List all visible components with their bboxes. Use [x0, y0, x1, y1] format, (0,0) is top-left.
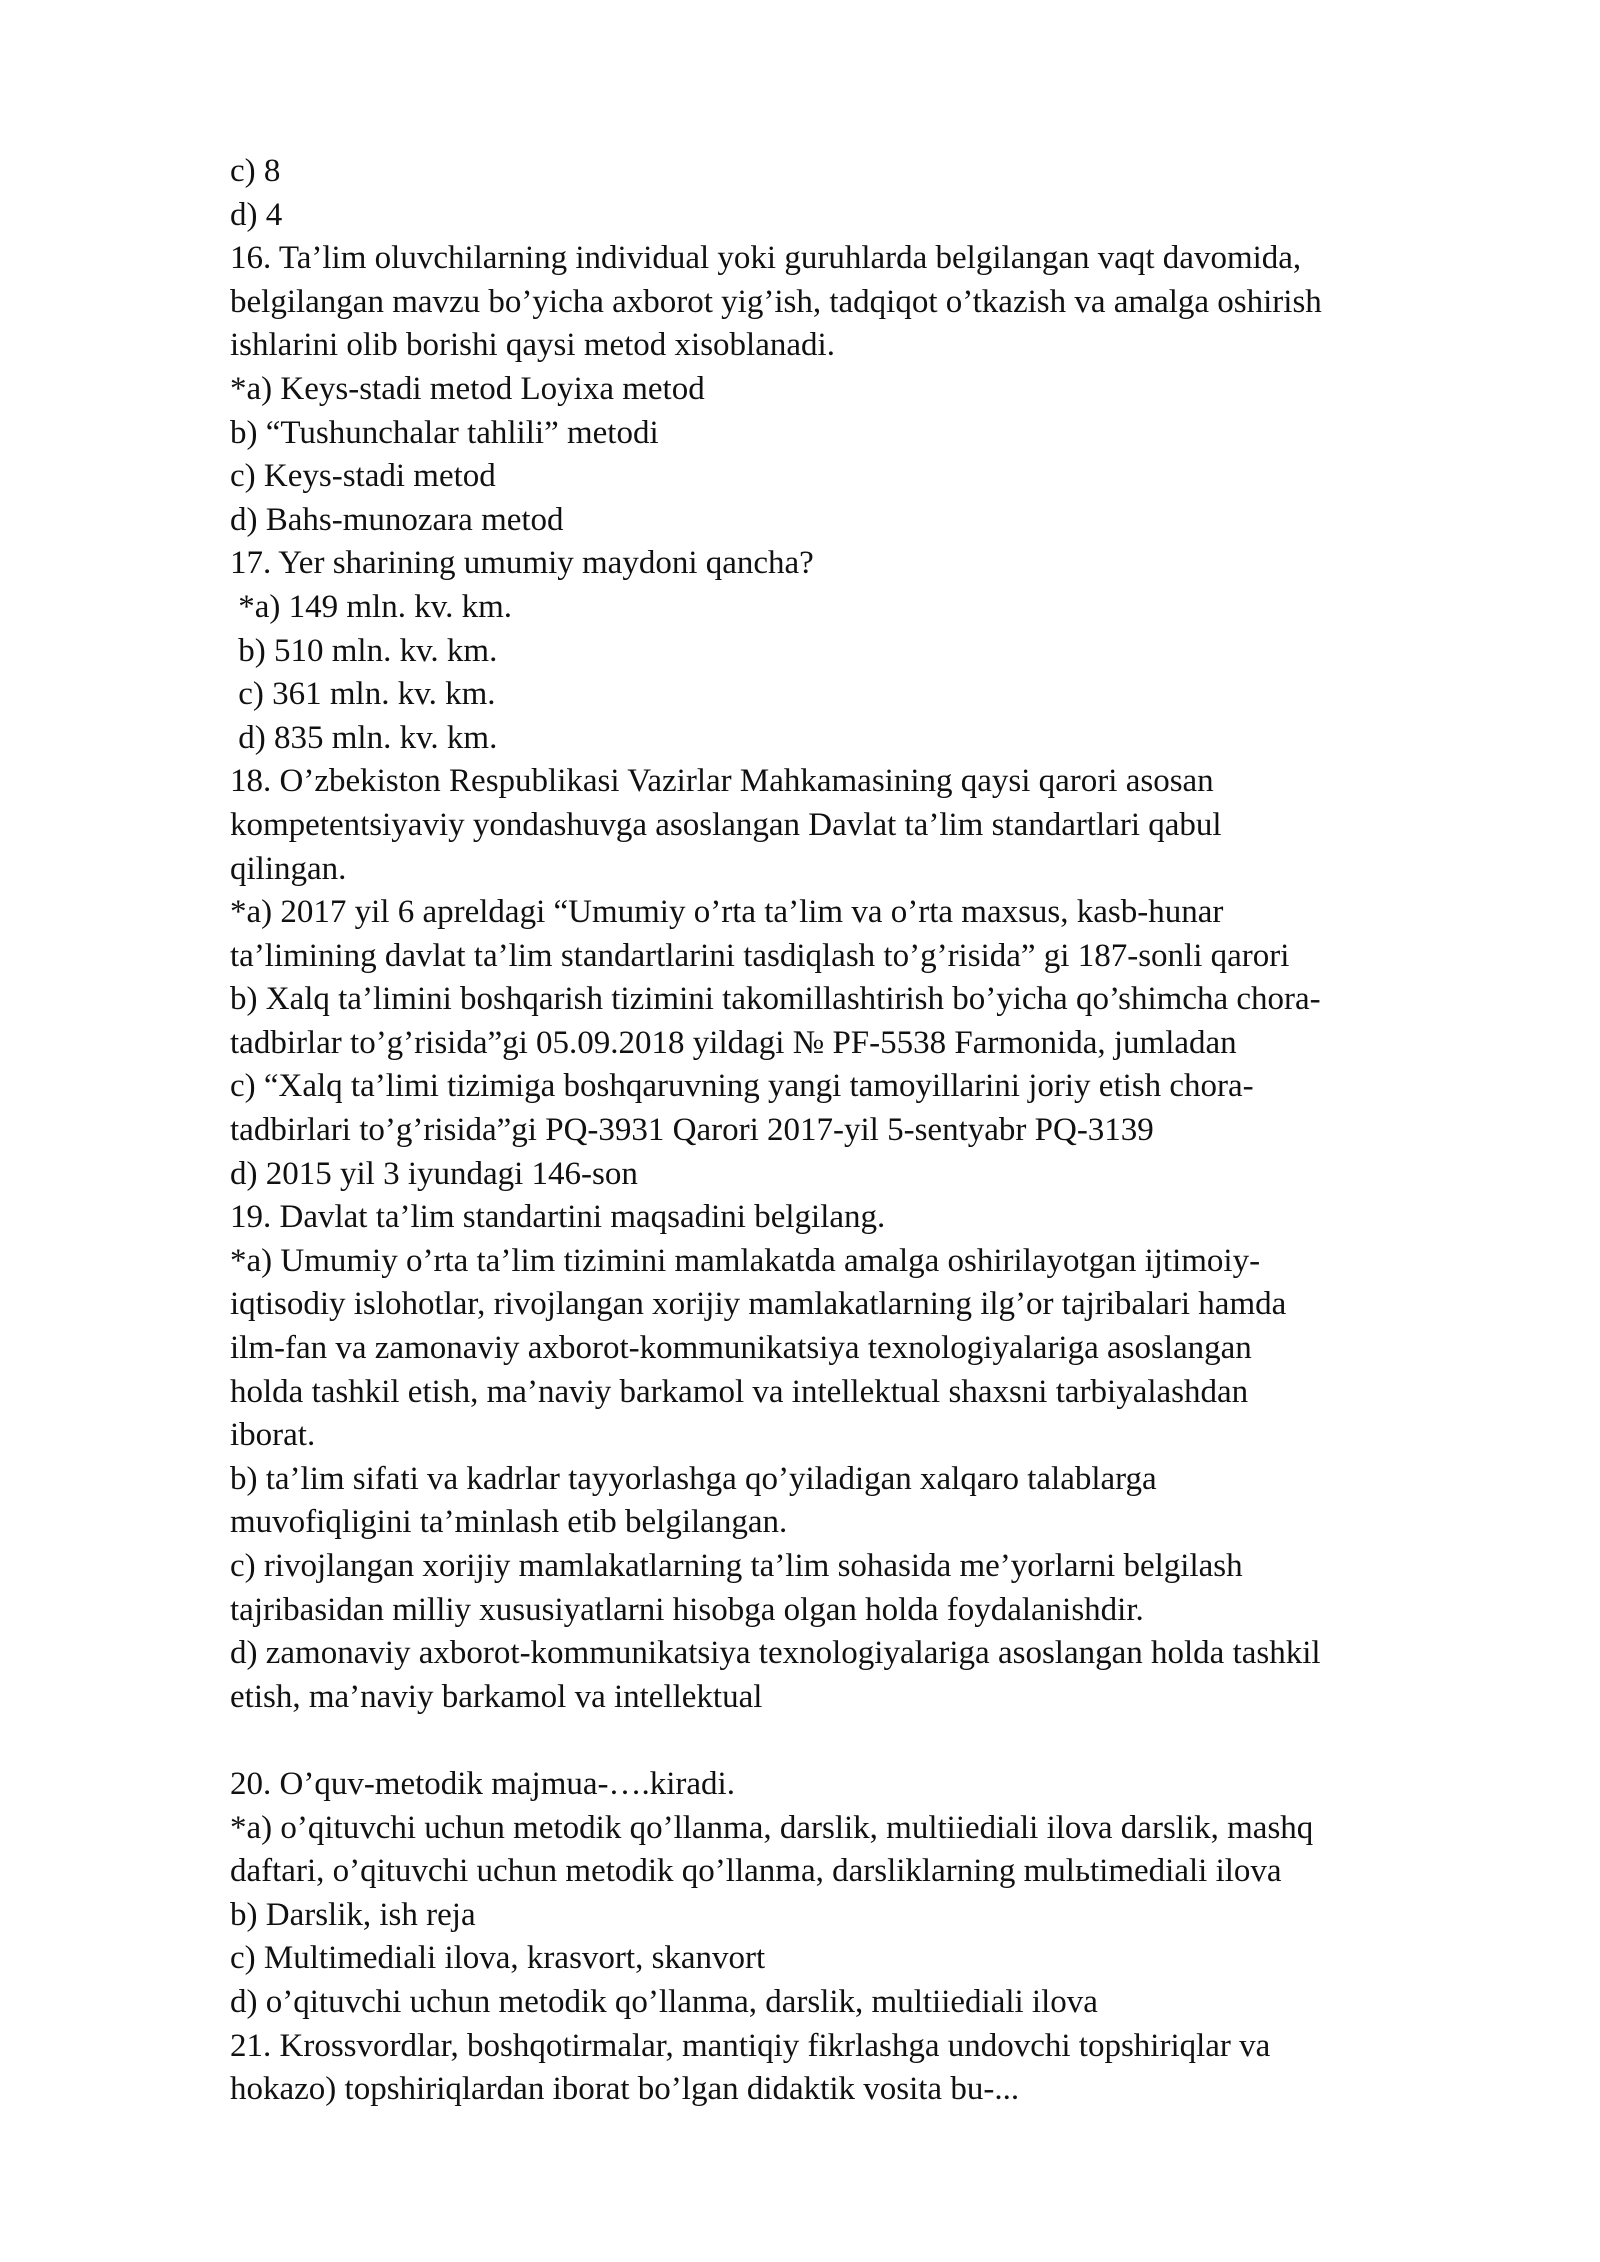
- text-line: *a) 2017 yil 6 apreldagi “Umumiy o’rta ta’lim va o’rta maxsus, kasb-hunar: [230, 894, 1224, 931]
- blank-line: [230, 1719, 1530, 1763]
- document-page: [230, 150, 1530, 2112]
- text-line: d) Bahs-munozara metod: [230, 501, 564, 538]
- text-line: c) 8: [230, 153, 281, 189]
- text-line: c) Multimediali ilova, krasvort, skanvort: [230, 1940, 766, 1977]
- text-line: *a) Keys-stadi metod Loyixa metod: [230, 370, 705, 407]
- text-line: d) 2015 yil 3 iyundagi 146-son: [230, 1155, 638, 1192]
- text-line: *a) 149 mln. kv. km.: [230, 588, 512, 625]
- text-line: b) Darslik, ish reja: [230, 1896, 476, 1933]
- text-line: belgilangan mavzu bo’yicha axborot yig’ish, tadqiqot o’tkazish va amalga oshirish: [230, 283, 1322, 320]
- text-line: kompetentsiyaviy yondashuvga asoslangan Davlat ta’lim standartlari qabul: [230, 806, 1222, 843]
- text-line: etish, ma’naviy barkamol va intellektual: [230, 1678, 763, 1715]
- text-line: iqtisodiy islohotlar, rivojlangan xorijiy mamlakatlarning ilg’or tajribalari hamda: [230, 1286, 1287, 1323]
- text-line: d) 4: [230, 196, 283, 233]
- text-line: ilm-fan va zamonaviy axborot-kommunikatsiya texnologiyalariga asoslangan: [230, 1330, 1252, 1367]
- text-line: ishlarini olib borishi qaysi metod xisoblanadi.: [230, 327, 835, 364]
- text-line: muvofiqligini ta’minlash etib belgilangan.: [230, 1504, 788, 1541]
- text-line: 19. Davlat ta’lim standartini maqsadini belgilang.: [230, 1199, 886, 1236]
- text-line: c) rivojlangan xorijiy mamlakatlarning ta’lim sohasida me’yorlarni belgilash: [230, 1548, 1243, 1584]
- text-line: d) zamonaviy axborot-kommunikatsiya texnologiyalariga asoslangan holda tashkil: [230, 1635, 1321, 1672]
- text-line: tadbirlari to’g’risida”gi PQ-3931 Qarori 2017-yil 5-sentyabr PQ-3139: [230, 1112, 1154, 1149]
- text-line: 16. Ta’lim oluvchilarning individual yoki guruhlarda belgilangan vaqt davomida,: [230, 240, 1302, 277]
- text-line: *a) o’qituvchi uchun metodik qo’llanma, darslik, multiiediali ilova darslik, mashq: [230, 1809, 1314, 1846]
- text-line: ta’limining davlat ta’lim standartlarini tasdiqlash to’g’risida” gi 187-sonli qarori: [230, 937, 1290, 974]
- text-line: c) 361 mln. kv. km.: [230, 676, 496, 713]
- text-line: holda tashkil etish, ma’naviy barkamol va intellektual shaxsni tarbiyalashdan: [230, 1373, 1249, 1410]
- text-line: *a) Umumiy o’rta ta’lim tizimini mamlakatda amalga oshirilayotgan ijtimoiy-: [230, 1242, 1261, 1279]
- text-line: b) “Tushunchalar tahlili” metodi: [230, 414, 659, 451]
- text-line: 17. Yer sharining umumiy maydoni qancha?: [230, 545, 814, 582]
- text-line: d) 835 mln. kv. km.: [230, 719, 498, 756]
- text-line: d) o’qituvchi uchun metodik qo’llanma, darslik, multiiediali ilova: [230, 1983, 1098, 2020]
- text-line: tajribasidan milliy xususiyatlarni hisobga olgan holda foydalanishdir.: [230, 1591, 1144, 1628]
- text-line: hokazo) topshiriqlardan iborat bo’lgan didaktik vosita bu-...: [230, 2071, 1020, 2108]
- text-line: qilingan.: [230, 850, 347, 887]
- text-line: tadbirlar to’g’risida”gi 05.09.2018 yildagi № PF-5538 Farmonida, jumladan: [230, 1024, 1237, 1061]
- text-line: c) “Xalq ta’limi tizimiga boshqaruvning yangi tamoyillarini joriy etish chora-: [230, 1068, 1254, 1105]
- text-line: b) Xalq ta’limini boshqarish tizimini takomillashtirish bo’yicha qo’shimcha chora-: [230, 981, 1321, 1018]
- text-line: 21. Krossvordlar, boshqotirmalar, mantiqiy fikrlashga undovchi topshiriqlar va: [230, 2027, 1271, 2064]
- text-line: 20. O’quv-metodik majmua-….kiradi.: [230, 1765, 735, 1802]
- text-line: c) Keys-stadi metod: [230, 458, 496, 495]
- text-line: 18. O’zbekiston Respublikasi Vazirlar Mahkamasining qaysi qarori asosan: [230, 763, 1214, 800]
- text-line: b) 510 mln. kv. km.: [230, 632, 498, 669]
- text-line: iborat.: [230, 1417, 316, 1454]
- text-line: daftari, o’qituvchi uchun metodik qo’llanma, darsliklarning mulьtimediali ilova: [230, 1853, 1282, 1890]
- text-line: b) ta’lim sifati va kadrlar tayyorlashga qo’yiladigan xalqaro talablarga: [230, 1460, 1157, 1497]
